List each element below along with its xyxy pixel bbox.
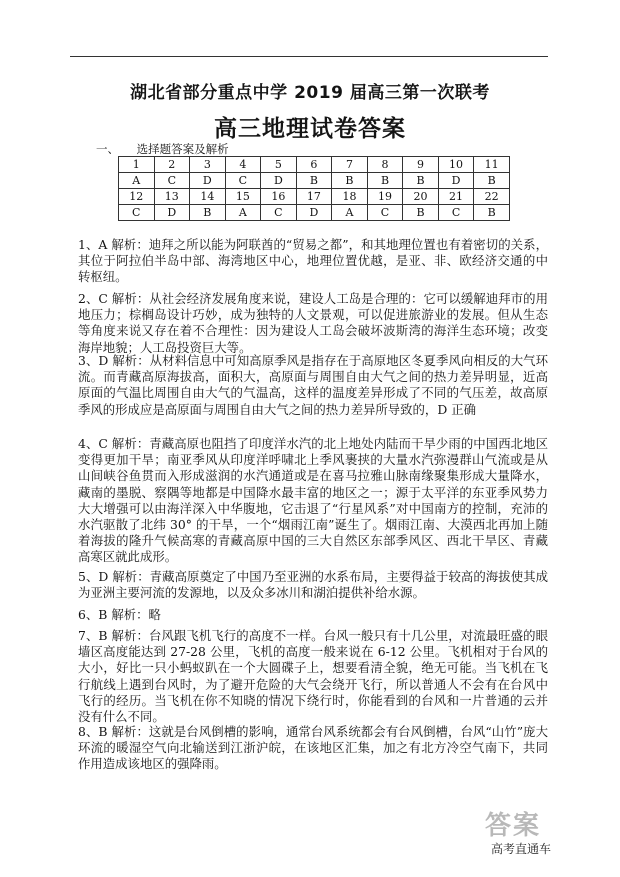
site-logo: [485, 812, 595, 860]
answer-cell: A: [332, 205, 368, 221]
table-row-answers-1: [119, 173, 510, 189]
answer-cell: C: [119, 205, 155, 221]
answer-cell: B: [190, 205, 226, 221]
question-number: 20: [403, 189, 439, 205]
question-number: 9: [403, 157, 439, 173]
section-number: 一、: [96, 142, 119, 156]
explanation-6: 6、B 解析：略: [78, 607, 161, 622]
answer-cell: A: [119, 173, 155, 189]
question-number: 2: [154, 157, 190, 173]
answer-cell: C: [261, 205, 297, 221]
answer-cell: B: [403, 173, 439, 189]
answer-cell: B: [474, 205, 510, 221]
explanation-2: 2、C 解析：从社会经济发展角度来说，建设人工岛是合理的：它可以缓解迪拜市的用地压力；棕榈岛设计巧妙，成为独特的人文景观，可以促进旅游业的发展。但从生态等角度来说又存在着不合理性：因为建设人工岛会破坏波斯湾的海洋生态环境；改变海岸地貌；人工岛投资巨大等。: [78, 291, 548, 355]
question-number: 16: [261, 189, 297, 205]
page-title: 高三地理试卷答案: [214, 116, 406, 142]
question-number: 5: [261, 157, 297, 173]
answer-cell: B: [403, 205, 439, 221]
explanation-5: 5、D 解析：青藏高原奠定了中国乃至亚洲的水系布局，主要得益于较高的海拔使其成为亚洲主要河流的发源地，以及众多冰川和湖泊提供补给水源。: [78, 569, 548, 601]
question-number: 14: [190, 189, 226, 205]
question-number: 8: [367, 157, 403, 173]
question-number: 21: [438, 189, 474, 205]
question-number: 3: [190, 157, 226, 173]
section-heading: [96, 141, 243, 157]
answer-table: [118, 156, 510, 221]
question-number: 12: [119, 189, 155, 205]
section-label: 选择题答案及解析: [136, 142, 229, 156]
answer-cell: D: [190, 173, 226, 189]
explanation-1: 1、A 解析：迪拜之所以能为阿联酋的“贸易之都”，和其地理位置也有着密切的关系，其位于阿拉伯半岛中部、海湾地区中心，地理位置优越，是亚、非、欧经济交通的中转枢纽。: [78, 237, 548, 285]
explanation-7: 7、B 解析：台风跟飞机飞行的高度不一样。台风一般只有十几公里，对流最旺盛的眼墙区高度能达到 27-28 公里，飞机的高度一般来说在 6-12 公里。飞机相对于台风的大小，好比一只小蚂蚁趴在一个大圆碟子上，想要看清全貌，绝无可能。当飞机在飞行航线上遇到台风时，为了避开危险的大气会绕开飞行，所以普通人不会有在台风中飞行的经历。当飞机在你不知晓的情况下绕行时，你能看到的台风和一片普通的云并没有什么不同。: [78, 628, 548, 725]
answer-cell: B: [296, 173, 332, 189]
question-number: 1: [119, 157, 155, 173]
question-number: 13: [154, 189, 190, 205]
answer-cell: C: [367, 205, 403, 221]
question-number: 7: [332, 157, 368, 173]
question-number: 19: [367, 189, 403, 205]
question-number: 15: [225, 189, 261, 205]
question-number: 10: [438, 157, 474, 173]
question-number: 22: [474, 189, 510, 205]
logo-caption: 高考直通车: [491, 842, 552, 856]
answer-cell: D: [296, 205, 332, 221]
answer-cell: C: [225, 173, 261, 189]
answer-cell: D: [438, 173, 474, 189]
explanation-4: 4、C 解析：青藏高原也阻挡了印度洋水汽的北上地处内陆而干旱少雨的中国西北地区变得更加干旱；南亚季风从印度洋呼啸北上季风裹挟的大量水汽弥漫群山气流或是从山间峡谷鱼贯而入形成滋润的水汽通道或是在喜马拉雅山脉南缘聚集形成大量降水，藏南的墨脱、察隅等地都是中国降水最丰富的地区之一；源于太平洋的东亚季风势力大大增强可以由海洋深入中华腹地，它击退了“行星风系”对中国南方的控制，充沛的水汽驱散了北纬 30° 的干旱，一个“烟雨江南”诞生了。烟雨江南、大漠西北再加上随着海拔的隆升气候高寒的青藏高原中国的三大自然区东部季风区、西北干旱区、青藏高寒区就此成形。: [78, 436, 548, 565]
top-rule: [70, 56, 548, 57]
question-number: 6: [296, 157, 332, 173]
explanation-8: 8、B 解析：这就是台风倒槽的影响，通常台风系统都会有台风倒槽，台风“山竹”庞大环流的暖湿空气向北输送到江浙沪皖，在该地区汇集，加之有北方冷空气南下，共同作用造成该地区的强降雨。: [78, 724, 548, 772]
explanation-3: 3、D 解析：从材料信息中可知高原季风是指存在于高原地区冬夏季风向相反的大气环流。而青藏高原海拔高，面积大，高原面与周围自由大气之间的热力差异明显，近高原面的气温比周围自由大气的气温高，这样的温度差异形成了不同的气压差，故高原季风的形成应是高原面与周围自由大气之间的热力差异所导致的，D 正确: [78, 353, 548, 417]
school-heading: 湖北省部分重点中学 2019 届高三第一次联考: [130, 83, 490, 103]
question-number: 11: [474, 157, 510, 173]
question-number: 17: [296, 189, 332, 205]
answer-cell: B: [367, 173, 403, 189]
question-number: 4: [225, 157, 261, 173]
answer-cell: D: [154, 205, 190, 221]
table-row-answers-2: [119, 205, 510, 221]
answer-cell: D: [261, 173, 297, 189]
answer-cell: B: [474, 173, 510, 189]
logo-mark: 答案: [485, 811, 542, 841]
question-number: 18: [332, 189, 368, 205]
table-row-numbers-1: [119, 157, 510, 173]
answer-cell: C: [154, 173, 190, 189]
answer-cell: A: [225, 205, 261, 221]
table-row-numbers-2: [119, 189, 510, 205]
answer-cell: B: [332, 173, 368, 189]
answer-cell: C: [438, 205, 474, 221]
